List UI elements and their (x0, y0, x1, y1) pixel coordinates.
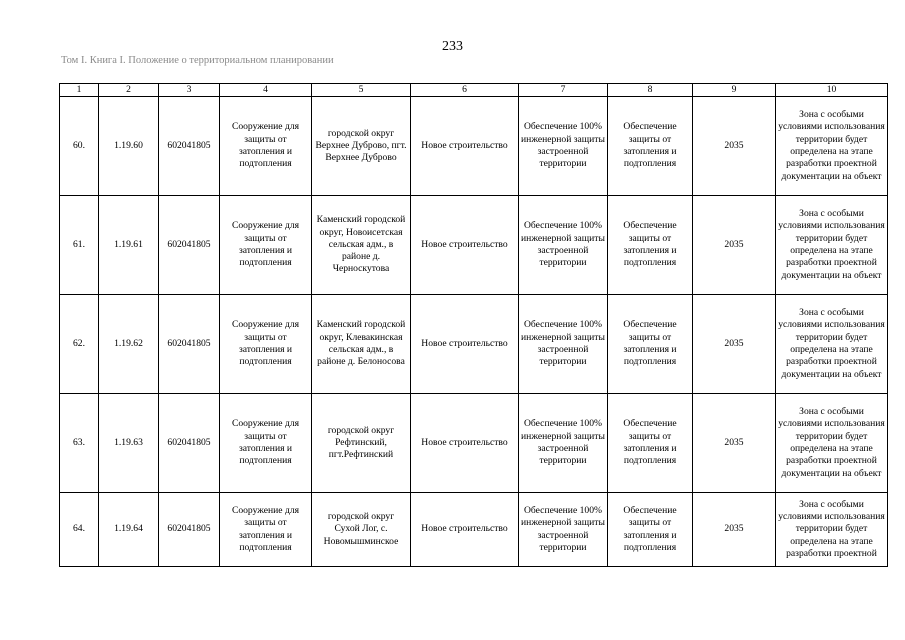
row-number-cell (60, 493, 99, 567)
row-number-cell (60, 394, 99, 493)
goal-cell-text: Обеспечение 100% инженерной защиты застроенной территории (521, 418, 605, 467)
construction-status-cell (411, 97, 519, 196)
row-number-cell-text: 62. (73, 337, 85, 349)
location-cell (312, 97, 411, 196)
class-code-cell-text: 602041805 (167, 238, 211, 250)
column-header: 4 (220, 84, 312, 97)
restricted-zone-cell (776, 196, 888, 295)
restricted-zone-cell-text: Зона с особыми условиями использования территории будет определена на этапе разработки проектной документации на объект (778, 109, 885, 182)
target-year-cell (693, 196, 776, 295)
construction-status-cell-text: Новое строительство (421, 139, 508, 151)
construction-status-cell-text: Новое строительство (421, 523, 508, 535)
running-header: Том I. Книга I. Положение о территориальном планировании (61, 55, 334, 66)
restricted-zone-cell (776, 97, 888, 196)
class-code-cell (159, 97, 220, 196)
goal-cell (519, 394, 608, 493)
construction-status-cell (411, 394, 519, 493)
restricted-zone-cell-text: Зона с особыми условиями использования территории будет определена на этапе разработки проектной документации на объект (778, 307, 885, 380)
location-cell-text: городской округ Верхнее Дуброво, пгт. Верхнее Дуброво (315, 127, 407, 164)
row-number-cell-text: 64. (73, 523, 85, 535)
table-header-row (60, 84, 888, 97)
target-year-cell (693, 97, 776, 196)
row-number-cell-text: 60. (73, 139, 85, 151)
restricted-zone-cell-text: Зона с особыми условиями использования территории будет определена на этапе разработки проектной документации на объект (778, 406, 885, 479)
object-code-cell (99, 97, 159, 196)
row-number-cell-text: 63. (73, 436, 85, 448)
construction-status-cell-text: Новое строительство (421, 337, 508, 349)
restricted-zone-cell-text: Зона с особыми условиями использования территории будет определена на этапе разработки проектной (778, 498, 885, 559)
purpose-cell-text: Обеспечение защиты от затопления и подтопления (623, 504, 677, 553)
goal-cell (519, 196, 608, 295)
target-year-cell-text: 2035 (724, 337, 744, 349)
class-code-cell (159, 394, 220, 493)
construction-status-cell (411, 196, 519, 295)
restricted-zone-cell-text: Зона с особыми условиями использования территории будет определена на этапе разработки проектной документации на объект (778, 208, 885, 281)
target-year-cell (693, 394, 776, 493)
purpose-cell-text: Обеспечение защиты от затопления и подтопления (623, 220, 677, 269)
purpose-cell-text: Обеспечение защиты от затопления и подтопления (623, 418, 677, 467)
column-header: 8 (608, 84, 693, 97)
location-cell-text: городской округ Рефтинский, пгт.Рефтинский (327, 424, 395, 461)
target-year-cell-text: 2035 (724, 238, 744, 250)
goal-cell (519, 97, 608, 196)
location-cell (312, 295, 411, 394)
purpose-cell (608, 295, 693, 394)
restricted-zone-cell (776, 295, 888, 394)
class-code-cell (159, 295, 220, 394)
row-number-cell-text: 61. (73, 238, 85, 250)
class-code-cell (159, 493, 220, 567)
construction-status-cell-text: Новое строительство (421, 436, 508, 448)
object-code-cell (99, 394, 159, 493)
column-header: 5 (312, 84, 411, 97)
column-header: 2 (99, 84, 159, 97)
goal-cell-text: Обеспечение 100% инженерной защиты застроенной территории (521, 504, 605, 553)
object-name-cell-text: Сооружение для защиты от затопления и подтопления (231, 418, 300, 467)
construction-status-cell-text: Новое строительство (421, 238, 508, 250)
purpose-cell (608, 196, 693, 295)
row-number-cell (60, 295, 99, 394)
class-code-cell-text: 602041805 (167, 139, 211, 151)
location-cell (312, 493, 411, 567)
object-name-cell-text: Сооружение для защиты от затопления и подтопления (231, 504, 300, 553)
purpose-cell-text: Обеспечение защиты от затопления и подтопления (623, 121, 677, 170)
object-name-cell-text: Сооружение для защиты от затопления и подтопления (231, 319, 300, 368)
object-code-cell-text: 1.19.62 (114, 337, 143, 349)
location-cell-text: городской округ Сухой Лог, с. Новомышминское (323, 511, 399, 547)
goal-cell (519, 295, 608, 394)
construction-status-cell (411, 295, 519, 394)
class-code-cell-text: 602041805 (167, 523, 211, 535)
class-code-cell-text: 602041805 (167, 337, 211, 349)
location-cell (312, 394, 411, 493)
column-header: 10 (776, 84, 888, 97)
restricted-zone-cell (776, 394, 888, 493)
purpose-cell (608, 394, 693, 493)
restricted-zone-cell (776, 493, 888, 567)
table-row (60, 394, 888, 493)
row-number-cell (60, 97, 99, 196)
object-code-cell-text: 1.19.64 (114, 523, 143, 535)
column-header: 6 (411, 84, 519, 97)
location-cell-text: Каменский городской округ, Новоисетская сельская адм., в районе д. Черноскутова (316, 214, 406, 275)
column-header: 1 (60, 84, 99, 97)
objects-table (59, 83, 888, 567)
goal-cell-text: Обеспечение 100% инженерной защиты застроенной территории (521, 121, 605, 170)
table-row (60, 196, 888, 295)
target-year-cell-text: 2035 (724, 523, 744, 535)
object-code-cell-text: 1.19.60 (114, 139, 143, 151)
goal-cell-text: Обеспечение 100% инженерной защиты застроенной территории (521, 319, 605, 368)
target-year-cell-text: 2035 (724, 436, 744, 448)
goal-cell (519, 493, 608, 567)
purpose-cell (608, 97, 693, 196)
target-year-cell (693, 295, 776, 394)
object-name-cell (220, 295, 312, 394)
row-number-cell (60, 196, 99, 295)
purpose-cell-text: Обеспечение защиты от затопления и подтопления (623, 319, 677, 368)
target-year-cell-text: 2035 (724, 139, 744, 151)
object-name-cell (220, 97, 312, 196)
goal-cell-text: Обеспечение 100% инженерной защиты застроенной территории (521, 220, 605, 269)
object-code-cell-text: 1.19.63 (114, 436, 143, 448)
column-header: 7 (519, 84, 608, 97)
object-name-cell (220, 493, 312, 567)
object-code-cell (99, 493, 159, 567)
object-code-cell (99, 196, 159, 295)
table-row (60, 97, 888, 196)
object-name-cell-text: Сооружение для защиты от затопления и подтопления (231, 121, 300, 170)
purpose-cell (608, 493, 693, 567)
location-cell (312, 196, 411, 295)
object-name-cell (220, 394, 312, 493)
column-header: 3 (159, 84, 220, 97)
object-code-cell-text: 1.19.61 (114, 238, 143, 250)
object-name-cell-text: Сооружение для защиты от затопления и подтопления (231, 220, 300, 269)
target-year-cell (693, 493, 776, 567)
object-name-cell (220, 196, 312, 295)
page-number: 233 (442, 39, 463, 54)
table-row (60, 493, 888, 567)
class-code-cell (159, 196, 220, 295)
table-row (60, 295, 888, 394)
object-code-cell (99, 295, 159, 394)
construction-status-cell (411, 493, 519, 567)
location-cell-text: Каменский городской округ, Клевакинская сельская адм., в районе д. Белоносова (316, 319, 406, 368)
class-code-cell-text: 602041805 (167, 436, 211, 448)
column-header: 9 (693, 84, 776, 97)
